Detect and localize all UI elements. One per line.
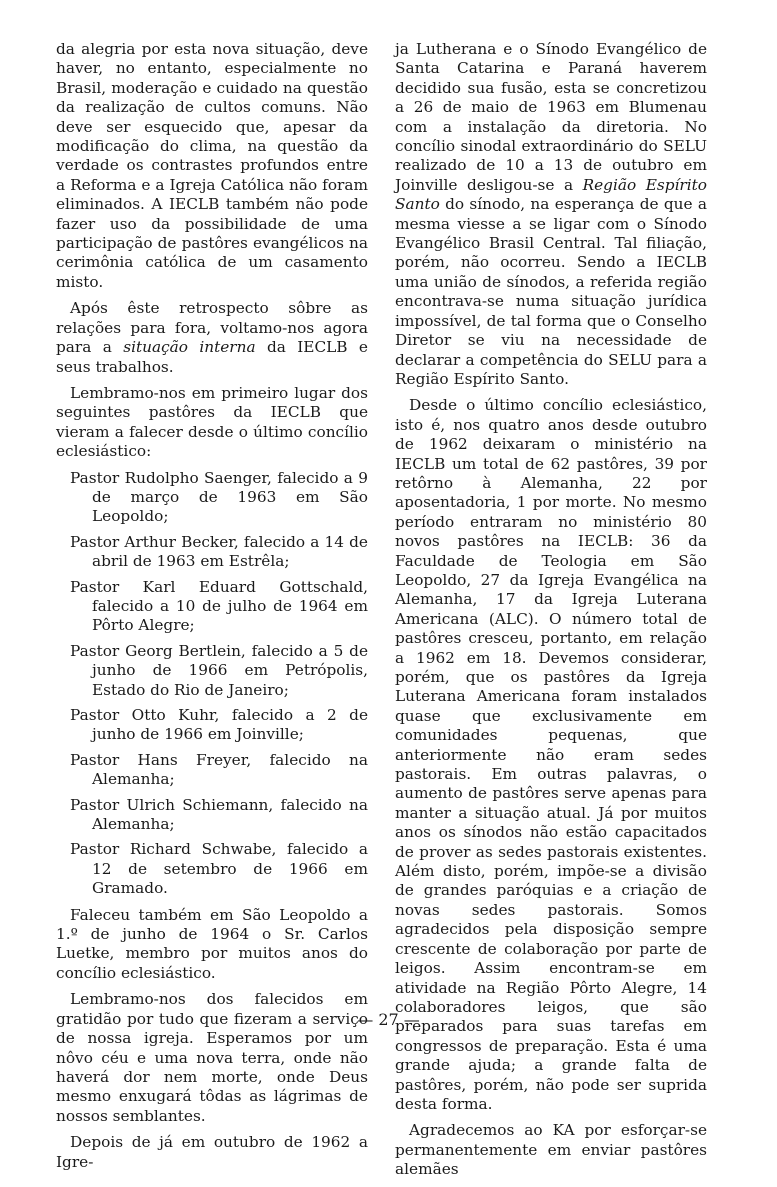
deceased-pastors-list [56,469,368,899]
left-paragraph-6: Depois de já em outubro de 1962 a Igre- [56,1133,368,1171]
left-paragraph-2-start: Após êste retrospecto sôbre as relações para fora, voltamo-nos agora para a [56,299,368,357]
list-item: Pastor Georg Bertlein, falecido a 5 de junho de 1966 em Petrópolis, Estado do Rio de Janeiro; [70,641,368,699]
left-paragraph-4: Faleceu também em São Leopoldo a 1.º de junho de 1964 o Sr. Carlos Luetke, membro por muitos anos do concílio eclesiástico. [56,905,368,982]
list-item: Pastor Rudolpho Saenger, falecido a 9 de março de 1963 em São Leopoldo; [70,468,368,526]
right-paragraph-3: Agradecemos ao KA por esforçar-se permanentemente em enviar pastôres alemães [395,1121,707,1179]
situacao-interna-emphasis: situação interna [123,338,256,357]
list-item: Pastor Otto Kuhr, falecido a 2 de junho de 1966 em Joinville; [70,706,368,744]
list-item: Pastor Richard Schwabe, falecido a 12 de setembro de 1966 em Gramado. [70,840,368,898]
left-paragraph-1: da alegria por esta nova situação, deve haver, no entanto, especialmente no Brasil, moderação e cuidado na questão da realização de cultos comuns. Não deve ser esquecido que, apesar da modificação do clima, na questão da verdade os contrastes profundos entre a Reforma e a Igreja Católica não foram eliminados. A IECLB também não pode fazer uso da possibilidade de uma participação de pastôres evangélicos na cerimônia católica de um casamento misto. [56,40,368,291]
left-paragraph-2-end: da IECLB e seus trabalhos. [56,338,368,376]
list-item: Pastor Ulrich Schiemann, falecido na Alemanha; [70,795,368,834]
right-paragraph-1-end: do sínodo, na esperança de que a mesma viesse a se ligar com o Sínodo Evangélico Brasil Central. Tal filiação, porém, não ocorreu. Sendo a IECLB uma união de sínodos, a referida região encontrava-se numa situação jurídica impossível, de tal forma que o Conselho Diretor se viu na necessidade de declarar a competência do SELU para a Região Espírito Santo. [395,195,707,388]
left-paragraph-5: Lembramo-nos dos falecidos em gratidão por tudo que fizeram a serviço de nossa igreja. Esperamos por um nôvo céu e uma nova terra, onde não haverá dor nem morte, onde Deus mesmo enxugará tôdas as lágrimas de nossos semblantes. [56,990,368,1125]
list-item: Pastor Arthur Becker, falecido a 14 de abril de 1963 em Estrêla; [70,532,368,571]
left-column [56,40,368,1179]
right-paragraph-1 [395,40,707,389]
right-paragraph-1-start: ja Lutherana e o Sínodo Evangélico de Santa Catarina e Paraná haverem decidido sua fusão, esta se concretizou a 26 de maio de 1963 em Blumenau com a instalação da diretoria. No concílio sinodal extraordinário do SELU realizado de 10 a 13 de outubro em Joinville desligou-se a [395,40,707,194]
left-paragraph-3: Lembramo-nos em primeiro lugar dos seguintes pastôres da IECLB que vieram a falecer desde o último concílio eclesiástico: [56,383,368,461]
list-item: Pastor Karl Eduard Gottschald, falecido a 10 de julho de 1964 em Pôrto Alegre; [70,577,368,635]
page-number: — 27 — [357,1010,420,1029]
right-paragraph-2: Desde o último concílio eclesiástico, isto é, nos quatro anos desde outubro de 1962 deixaram o ministério na IECLB um total de 62 pastôres, 39 por retôrno à Alemanha, 22 por aposentadoria, 1 por morte. No mesmo período entraram no ministério 80 novos pastôres na IECLB: 36 da Faculdade de Teologia em São Leopoldo, 27 da Igreja Evangélica na Alemanha, 17 da Igreja Luterana Americana (ALC). O número total de pastôres cresceu, portanto, em relação a 1962 em 18. Devemos considerar, porém, que os pastôres da Igreja Luterana Americana foram instalados quase que exclusivamente em comunidades pequenas, que anteriormente não eram sedes pastorais. Em outras palavras, o aumento de pastôres serve apenas para manter a situação atual. Já por muitos anos os sínodos não estão capacitados de prover as sedes pastorais existentes. Além disto, porém, impõe-se a divisão de grandes paróquias e a criação de novas sedes pastorais. Somos agradecidos pela disposição sempre crescente de colaboração por parte de leigos. Assim encontram-se em atividade na Região Pôrto Alegre, 14 colaboradores leigos, que são preparados para suas tarefas em congressos de preparação. Esta é uma grande ajuda; a grande falta de pastôres, porém, não pode ser suprida desta forma. [395,396,707,1113]
list-item: Pastor Hans Freyer, falecido na Alemanha; [70,750,368,789]
left-paragraph-2 [56,299,368,377]
regiao-espirito-santo-emphasis: Região Espírito Santo [395,175,707,214]
